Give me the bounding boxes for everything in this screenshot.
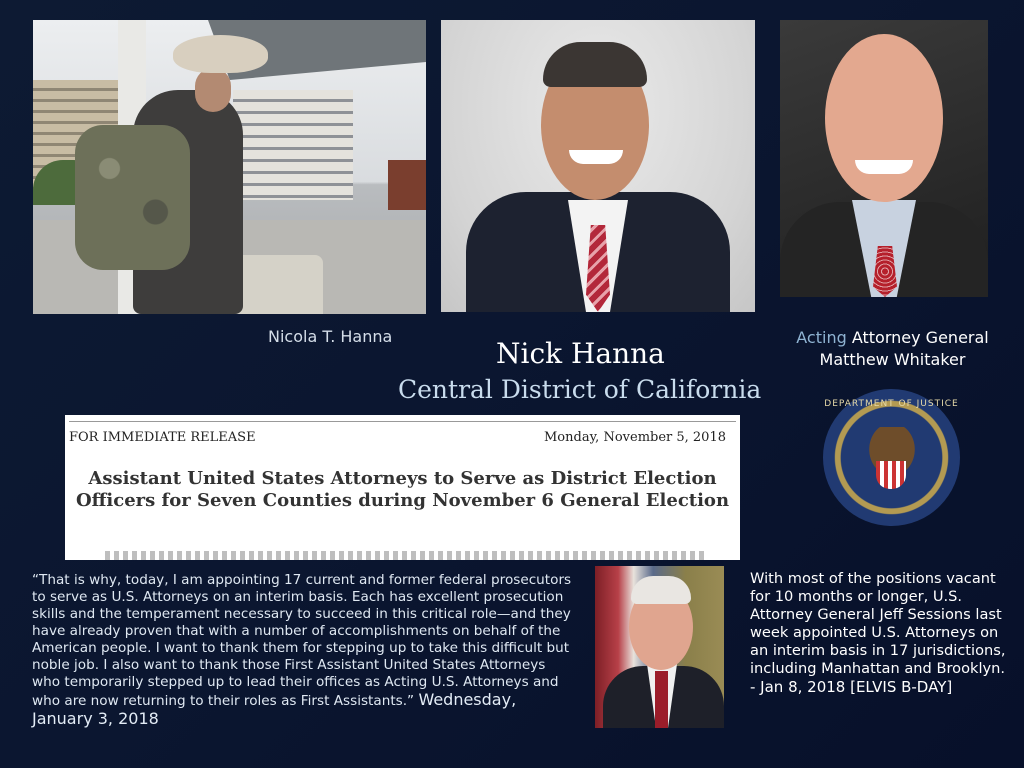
divider xyxy=(69,421,736,422)
photo-matthew-whitaker xyxy=(780,20,988,297)
face xyxy=(825,34,943,202)
building-center xyxy=(233,90,353,200)
quote-text: “That is why, today, I am appointing 17 current and former federal prosecutors to serve as U.S. Attorneys on an interim basis. Each has excellent prosecution skills and the temperament necessary to succeed in this critical role—and they have already proven that with a number of accomplishments on behalf of the American people. I want to thank them for stepping up to take this difficult but noble job. I also want to thank those First Assistant United States Attorneys who temporarily stepped up to lead their offices as Acting U.S. Attorneys and who are now returning to their roles as First Assistants.” xyxy=(32,572,572,709)
smile xyxy=(569,150,623,164)
building-right xyxy=(388,160,426,210)
sessions-quote xyxy=(32,572,577,729)
release-label: FOR IMMEDIATE RELEASE xyxy=(69,430,256,445)
tie xyxy=(655,671,668,728)
shield-icon xyxy=(876,461,906,489)
caption-district: Central District of California xyxy=(398,375,762,404)
backpack xyxy=(75,125,190,270)
caption-nick-hanna: Nick Hanna xyxy=(496,337,665,370)
doj-seal-icon xyxy=(823,389,960,526)
acting-title: Attorney General xyxy=(851,328,989,347)
release-cut-off-text xyxy=(105,551,705,560)
photo-nick-hanna xyxy=(441,20,755,312)
smile xyxy=(855,160,913,174)
release-date: Monday, November 5, 2018 xyxy=(543,430,726,445)
note-date: - Jan 8, 2018 [ELVIS B-DAY] xyxy=(750,678,953,696)
man-head xyxy=(195,68,231,112)
acting-name: Matthew Whitaker xyxy=(819,350,966,369)
caption-nicola-hanna: Nicola T. Hanna xyxy=(268,327,393,346)
press-release xyxy=(65,415,740,560)
photo-man-with-backpack xyxy=(33,20,426,314)
photo-jeff-sessions xyxy=(595,566,724,728)
hair xyxy=(543,42,647,87)
note-body: With most of the positions vacant for 10 months or longer, U.S. Attorney General Jeff Sessions last week appointed U.S. Attorneys on an interim basis in 17 jurisdictions, including Manhattan and Brooklyn. xyxy=(750,570,1006,677)
quote-date: Wednesday, January 3, 2018 xyxy=(32,690,517,728)
acting-word: Acting xyxy=(796,328,847,347)
hair xyxy=(631,576,691,604)
release-title: Assistant United States Attorneys to Serve as District Election Officers for Seven Counties during November 6 General Election xyxy=(75,468,730,511)
caption-acting-ag xyxy=(785,327,1000,371)
sessions-appointment-note xyxy=(750,570,1016,696)
seal-ring-text: DEPARTMENT OF JUSTICE xyxy=(824,399,959,409)
cowboy-hat xyxy=(173,35,268,73)
